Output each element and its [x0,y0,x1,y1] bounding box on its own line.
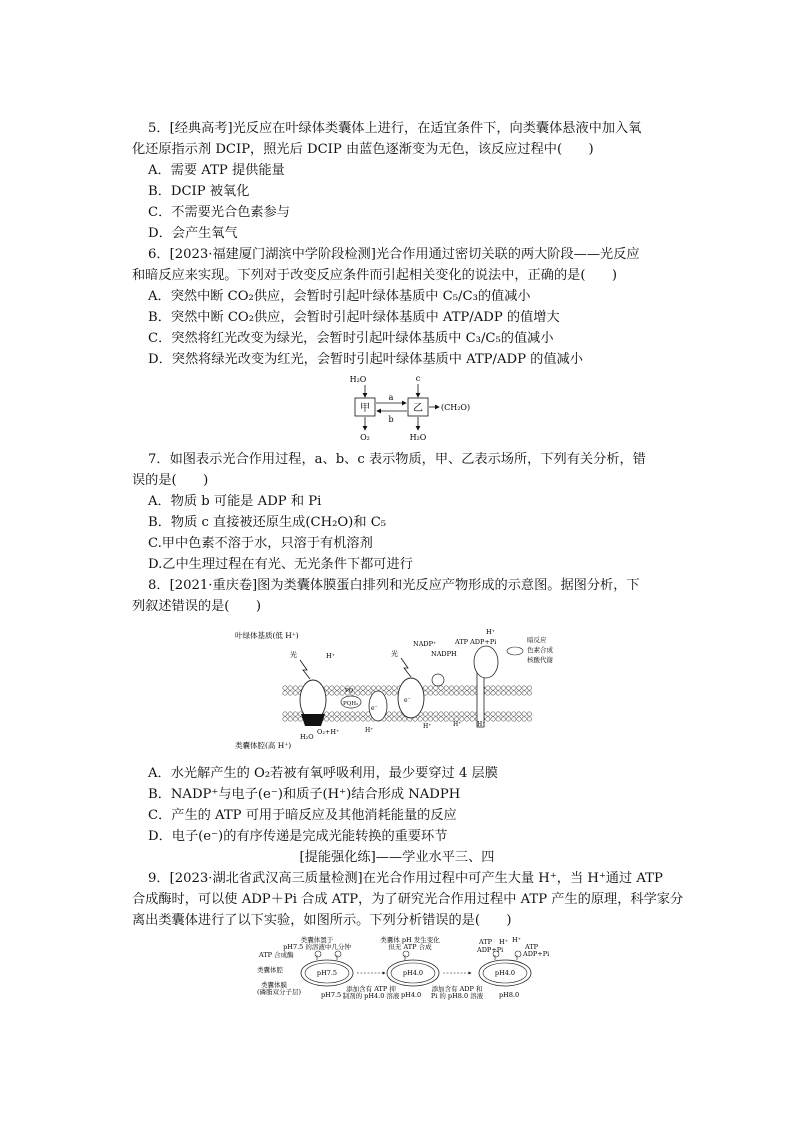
lipid-head [340,686,344,690]
lipid-head [356,717,360,721]
q6-option-a: A．突然中断 CO₂供应，会暂时引起叶绿体基质中 C₅/C₃的值减小 [148,289,531,304]
lipid-head [470,686,474,690]
q8-option-b: B．NADP⁺与电子(e⁻)和质子(H⁺)结合形成 NADPH [148,787,461,802]
lipid-head [444,691,448,695]
lipid-head [283,686,287,690]
lipid-head [356,691,360,695]
lipid-head [470,712,474,716]
lipid-head [491,691,495,695]
lipid-head [361,686,365,690]
fig9-h-1: H⁺ [499,938,509,946]
lipid-head [283,717,287,721]
q6-stem-line2: 和暗反应来实现。下列对于改变反应条件而引起相关变化的说法中，正确的是( ) [132,268,618,283]
fig8-nadp: NADP⁺ [413,640,437,648]
q9-stem-line2: 合成酶时，可以使 ADP＋Pi 合成 ATP，为了研究光合作用过程中 ATP 产生的原理，科学家分 [132,892,684,907]
lipid-head [335,712,339,716]
lipid-head [434,717,438,721]
cycle-oval [507,647,523,655]
fig9-ph75-in: pH7.5 [316,969,338,977]
q5-option-b: B．DCIP 被氧化 [148,184,250,199]
lipid-head [366,691,370,695]
lipid-head [439,686,443,690]
q9-stem-line3: 离出类囊体进行了以下实验，如图所示。下列分析错误的是( ) [132,913,512,928]
lipid-head [491,717,495,721]
lipid-head [356,712,360,716]
lipid-head [392,691,396,695]
fig9-atp-right: ATP [525,943,539,951]
fig7-a: a [388,393,394,402]
q8-stem-line1: 8．[2021·重庆卷]图为类囊体膜蛋白排列和光反应产物形成的示意图。据图分析，下 [148,578,640,593]
lipid-head [512,691,516,695]
lipid-head [517,686,521,690]
section-heading: [提能强化练]——学业水平三、四 [299,850,495,865]
fig7-c: c [415,374,421,383]
lipid-head [470,691,474,695]
lipid-head [496,686,500,690]
lipid-head [517,717,521,721]
lipid-head [324,686,328,690]
lipid-head [434,686,438,690]
fig8-dark-2: 色素合成 [527,646,553,654]
fig8-light-1: 光 [290,651,297,659]
lipid-head [439,712,443,716]
lipid-head [423,717,427,721]
lipid-head [501,717,505,721]
fig8-hplus-top: H⁺ [326,652,336,660]
fig7-b: b [388,415,394,424]
fig9-atp-left: ATP [479,938,493,946]
q8-option-a: A．水光解产生的 O₂若被有氧呼吸利用，最少要穿过 4 层膜 [148,766,498,781]
lipid-head [345,717,349,721]
lipid-head [496,712,500,716]
lipid-head [361,691,365,695]
lipid-head [517,691,521,695]
fig7-h2o-top: H₂O [349,375,367,384]
fig8-e1: e⁻ [371,705,378,712]
lipid-head [366,717,370,721]
lipid-head [512,686,516,690]
lipid-head [330,717,334,721]
lipid-head [350,717,354,721]
lipid-head [434,691,438,695]
lipid-head [522,691,526,695]
lipid-head [444,717,448,721]
q9-stem-line1: 9．[2023·湖北省武汉高三质量检测]在光合作用过程中可产生大量 H⁺，当 H⁺通过 ATP [148,871,663,886]
q7-stem-line1: 7．如图表示光合作用过程，a、b、c 表示物质，甲、乙表示场所，下列有关分析，错 [148,452,646,467]
fig8-hplus-b3: H⁺ [453,721,462,728]
lipid-head [283,712,287,716]
q6-option-d: D．突然将绿光改变为红光，会暂时引起叶绿体基质中 ATP/ADP 的值减小 [148,352,583,367]
lipid-head [512,717,516,721]
lipid-head [392,717,396,721]
lipid-head [496,691,500,695]
q6-stem-line1: 6．[2023·福建厦门湖滨中学阶段检测]光合作用通过密切关联的两大阶段——光反应 [148,247,640,262]
lipid-head [486,712,490,716]
lipid-head [293,691,297,695]
lipid-head [392,712,396,716]
fig8-pq: PQ [345,688,354,694]
fig9-ph80-out: pH8.0 [499,991,520,999]
lipid-head [527,717,531,721]
lipid-head [434,712,438,716]
lipid-head [397,712,401,716]
lipid-head [418,717,422,721]
fig9-step2b: Pi 的 pH8.0 溶液 [430,992,484,1000]
lipid-head [460,686,464,690]
lipid-head [465,686,469,690]
fig8-o2h: O₂+H⁺ [317,728,340,736]
lipid-head [423,686,427,690]
fig9-top1a: 类囊体置于 [300,936,334,944]
lipid-head [449,691,453,695]
lipid-head [465,691,469,695]
lipid-head [298,717,302,721]
lipid-head [522,712,526,716]
lipid-head [288,686,292,690]
lipid-head [397,717,401,721]
lipid-head [428,686,432,690]
lipid-head [428,691,432,695]
lipid-head [512,712,516,716]
lipid-head [428,717,432,721]
thylakoid-ph-experiment-diagram [255,935,550,1005]
lipid-head [470,717,474,721]
lipid-head [382,686,386,690]
lipid-head [506,717,510,721]
lipid-head [506,686,510,690]
lipid-head [387,686,391,690]
lipid-head [501,686,505,690]
fig9-adppi-left: ADP+Pi [477,946,504,954]
fig8-dark-3: 核酸代谢 [527,656,553,664]
fig8-dark-1: 暗反应 [527,636,547,644]
lipid-head [340,712,344,716]
fig8-nadph: NADPH [431,650,457,658]
fig9-top2b: 但无 ATP 合成 [388,943,432,951]
lipid-head [486,717,490,721]
atp-synthase-3b [515,951,521,960]
q5-option-c: C．不需要光合色素参与 [148,205,290,220]
lipid-head [293,712,297,716]
q7-option-b: B．物质 c 直接被还原生成(CH₂O)和 C₅ [148,515,387,530]
lipid-head [454,712,458,716]
lipid-head [428,712,432,716]
lipid-head [392,686,396,690]
photosystem-1 [398,678,424,718]
q5-option-a: A．需要 ATP 提供能量 [148,163,285,178]
lipid-head [501,712,505,716]
lipid-head [366,686,370,690]
fig9-ph-in3: pH4.0 [494,969,516,977]
lipid-head [288,712,292,716]
atp-synthase-2 [403,951,409,960]
lipid-head [288,717,292,721]
lipid-head [335,691,339,695]
light-arrow-2 [401,658,411,677]
q7-option-c: C.甲中色素不溶于水，只溶于有机溶剂 [148,536,373,551]
fig8-hplus-b4: H⁺ [477,721,486,728]
lipid-head [371,686,375,690]
q5-stem-line1: 5．[经典高考]光反应在叶绿体类囊体上进行，在适宜条件下，向类囊体悬液中加入氧 [148,121,642,136]
water-splitting-complex [301,714,325,726]
fig8-water: H₂O [300,733,314,741]
lipid-head [444,686,448,690]
lipid-head [376,686,380,690]
lipid-head [423,712,427,716]
fig9-ph40-out: pH4.0 [401,991,422,999]
fig9-membrane-a: 类囊体膜 [261,981,287,989]
fig9-membrane-b: (磷脂双分子层) [257,988,302,996]
fig9-atp-synthase-label: ATP 合成酶 [259,951,294,959]
lipid-head [522,717,526,721]
light-arrow-1 [300,660,310,679]
lipid-head [293,686,297,690]
lipid-head [465,712,469,716]
fig7-h2o-bottom: H₂O [409,433,427,442]
fig8-hplus-b2: H⁺ [423,723,432,730]
fig8-hplus-atp: H⁺ [486,628,496,636]
lipid-head [506,691,510,695]
fig8-hplus-b1: H⁺ [365,727,374,734]
lipid-head [491,686,495,690]
fig8-light-2: 光 [391,650,398,658]
lipid-head [335,686,339,690]
q6-option-b: B．突然中断 CO₂供应，会暂时引起叶绿体基质中 ATP/ADP 的值增大 [148,310,560,325]
q8-option-c: C．产生的 ATP 可用于暗反应及其他消耗能量的反应 [148,808,457,823]
ferredoxin [432,674,444,686]
lipid-head [491,712,495,716]
fig9-top2a: 类囊体 pH 发生变化 [380,936,440,944]
lipid-head [293,717,297,721]
fig9-lumen-label: 类囊体腔 [257,966,283,974]
lipid-head [517,712,521,716]
fig9-top1b: pH7.5 的溶液中几分钟 [283,943,351,951]
fig7-jia: 甲 [360,403,370,414]
lipid-head [506,712,510,716]
lipid-head [486,686,490,690]
q7-stem-line2: 误的是( ) [132,473,209,488]
lipid-head [340,691,344,695]
q5-option-d: D．会产生氧气 [148,226,238,241]
lipid-head [439,691,443,695]
lipid-head [387,712,391,716]
lipid-head [324,717,328,721]
lipid-head [350,712,354,716]
q7-option-d: D.乙中生理过程在有光、无光条件下都可进行 [148,557,413,572]
lipid-head [345,712,349,716]
lipid-head [330,686,334,690]
q8-stem-line2: 列叙述错误的是( ) [132,599,261,614]
lipid-head [439,717,443,721]
fig7-ch2o: (CH₂O) [441,403,471,412]
lipid-head [486,691,490,695]
lipid-head [288,691,292,695]
lipid-head [283,691,287,695]
lipid-head [330,691,334,695]
fig8-stroma-label: 叶绿体基质(低 H⁺) [235,631,299,640]
lipid-head [361,717,365,721]
lipid-head [465,717,469,721]
lipid-head [340,717,344,721]
thylakoid-membrane-diagram [233,622,563,752]
q7-option-a: A．物质 b 可能是 ADP 和 Pi [148,494,322,509]
lipid-head [387,691,391,695]
fig9-ph75-out: pH7.5 [321,991,342,999]
lipid-head [449,712,453,716]
atp-synthase-1 [315,951,321,960]
fig8-pqh: PQH₂ [343,701,359,707]
fig8-atp-adp: ATP ADP+Pi [455,638,497,646]
fig8-e2: e⁻ [404,697,411,704]
fig7-o2: O₂ [360,433,370,442]
lipid-head [460,712,464,716]
atp-synthase-1b [335,951,341,960]
fig9-step1b: 制剂的 pH4.0 溶液 [342,992,400,1000]
fig7-yi: 乙 [413,403,423,414]
fig9-step1a: 添加含有 ATP 抑 [346,985,396,993]
q5-stem-line2: 化还原指示剂 DCIP，照光后 DCIP 由蓝色逐渐变为无色，该反应过程中( ) [132,142,594,157]
lipid-head [454,691,458,695]
lipid-head [330,712,334,716]
q8-option-d: D．电子(e⁻)的有序传递是完成光能转换的重要环节 [148,829,448,844]
fig9-adppi-right: ADP+Pi [523,950,550,958]
lipid-head [335,717,339,721]
lipid-head [522,686,526,690]
atp-synthase-head [474,646,498,678]
lipid-head [460,691,464,695]
lipid-head [324,712,328,716]
lipid-head [356,686,360,690]
atp-synthase-stalk [477,672,484,727]
lipid-head [501,691,505,695]
lipid-head [402,717,406,721]
lipid-head [527,686,531,690]
lipid-head [387,717,391,721]
photosynthesis-flow-diagram [340,372,490,444]
fig9-step2a: 添加含有 ADP 和 [431,985,483,993]
lipid-head [527,712,531,716]
lipid-head [444,712,448,716]
lipid-head [449,686,453,690]
lipid-head [361,712,365,716]
lipid-head [496,717,500,721]
q6-option-c: C．突然将红光改变为绿光，会暂时引起叶绿体基质中 C₃/C₅的值减小 [148,331,554,346]
fig9-ph40-in: pH4.0 [402,969,424,977]
fig9-h-2: H⁺ [512,936,522,944]
fig8-lumen-label: 类囊体腔(高 H⁺) [235,741,292,750]
lipid-head [527,691,531,695]
lipid-head [454,686,458,690]
